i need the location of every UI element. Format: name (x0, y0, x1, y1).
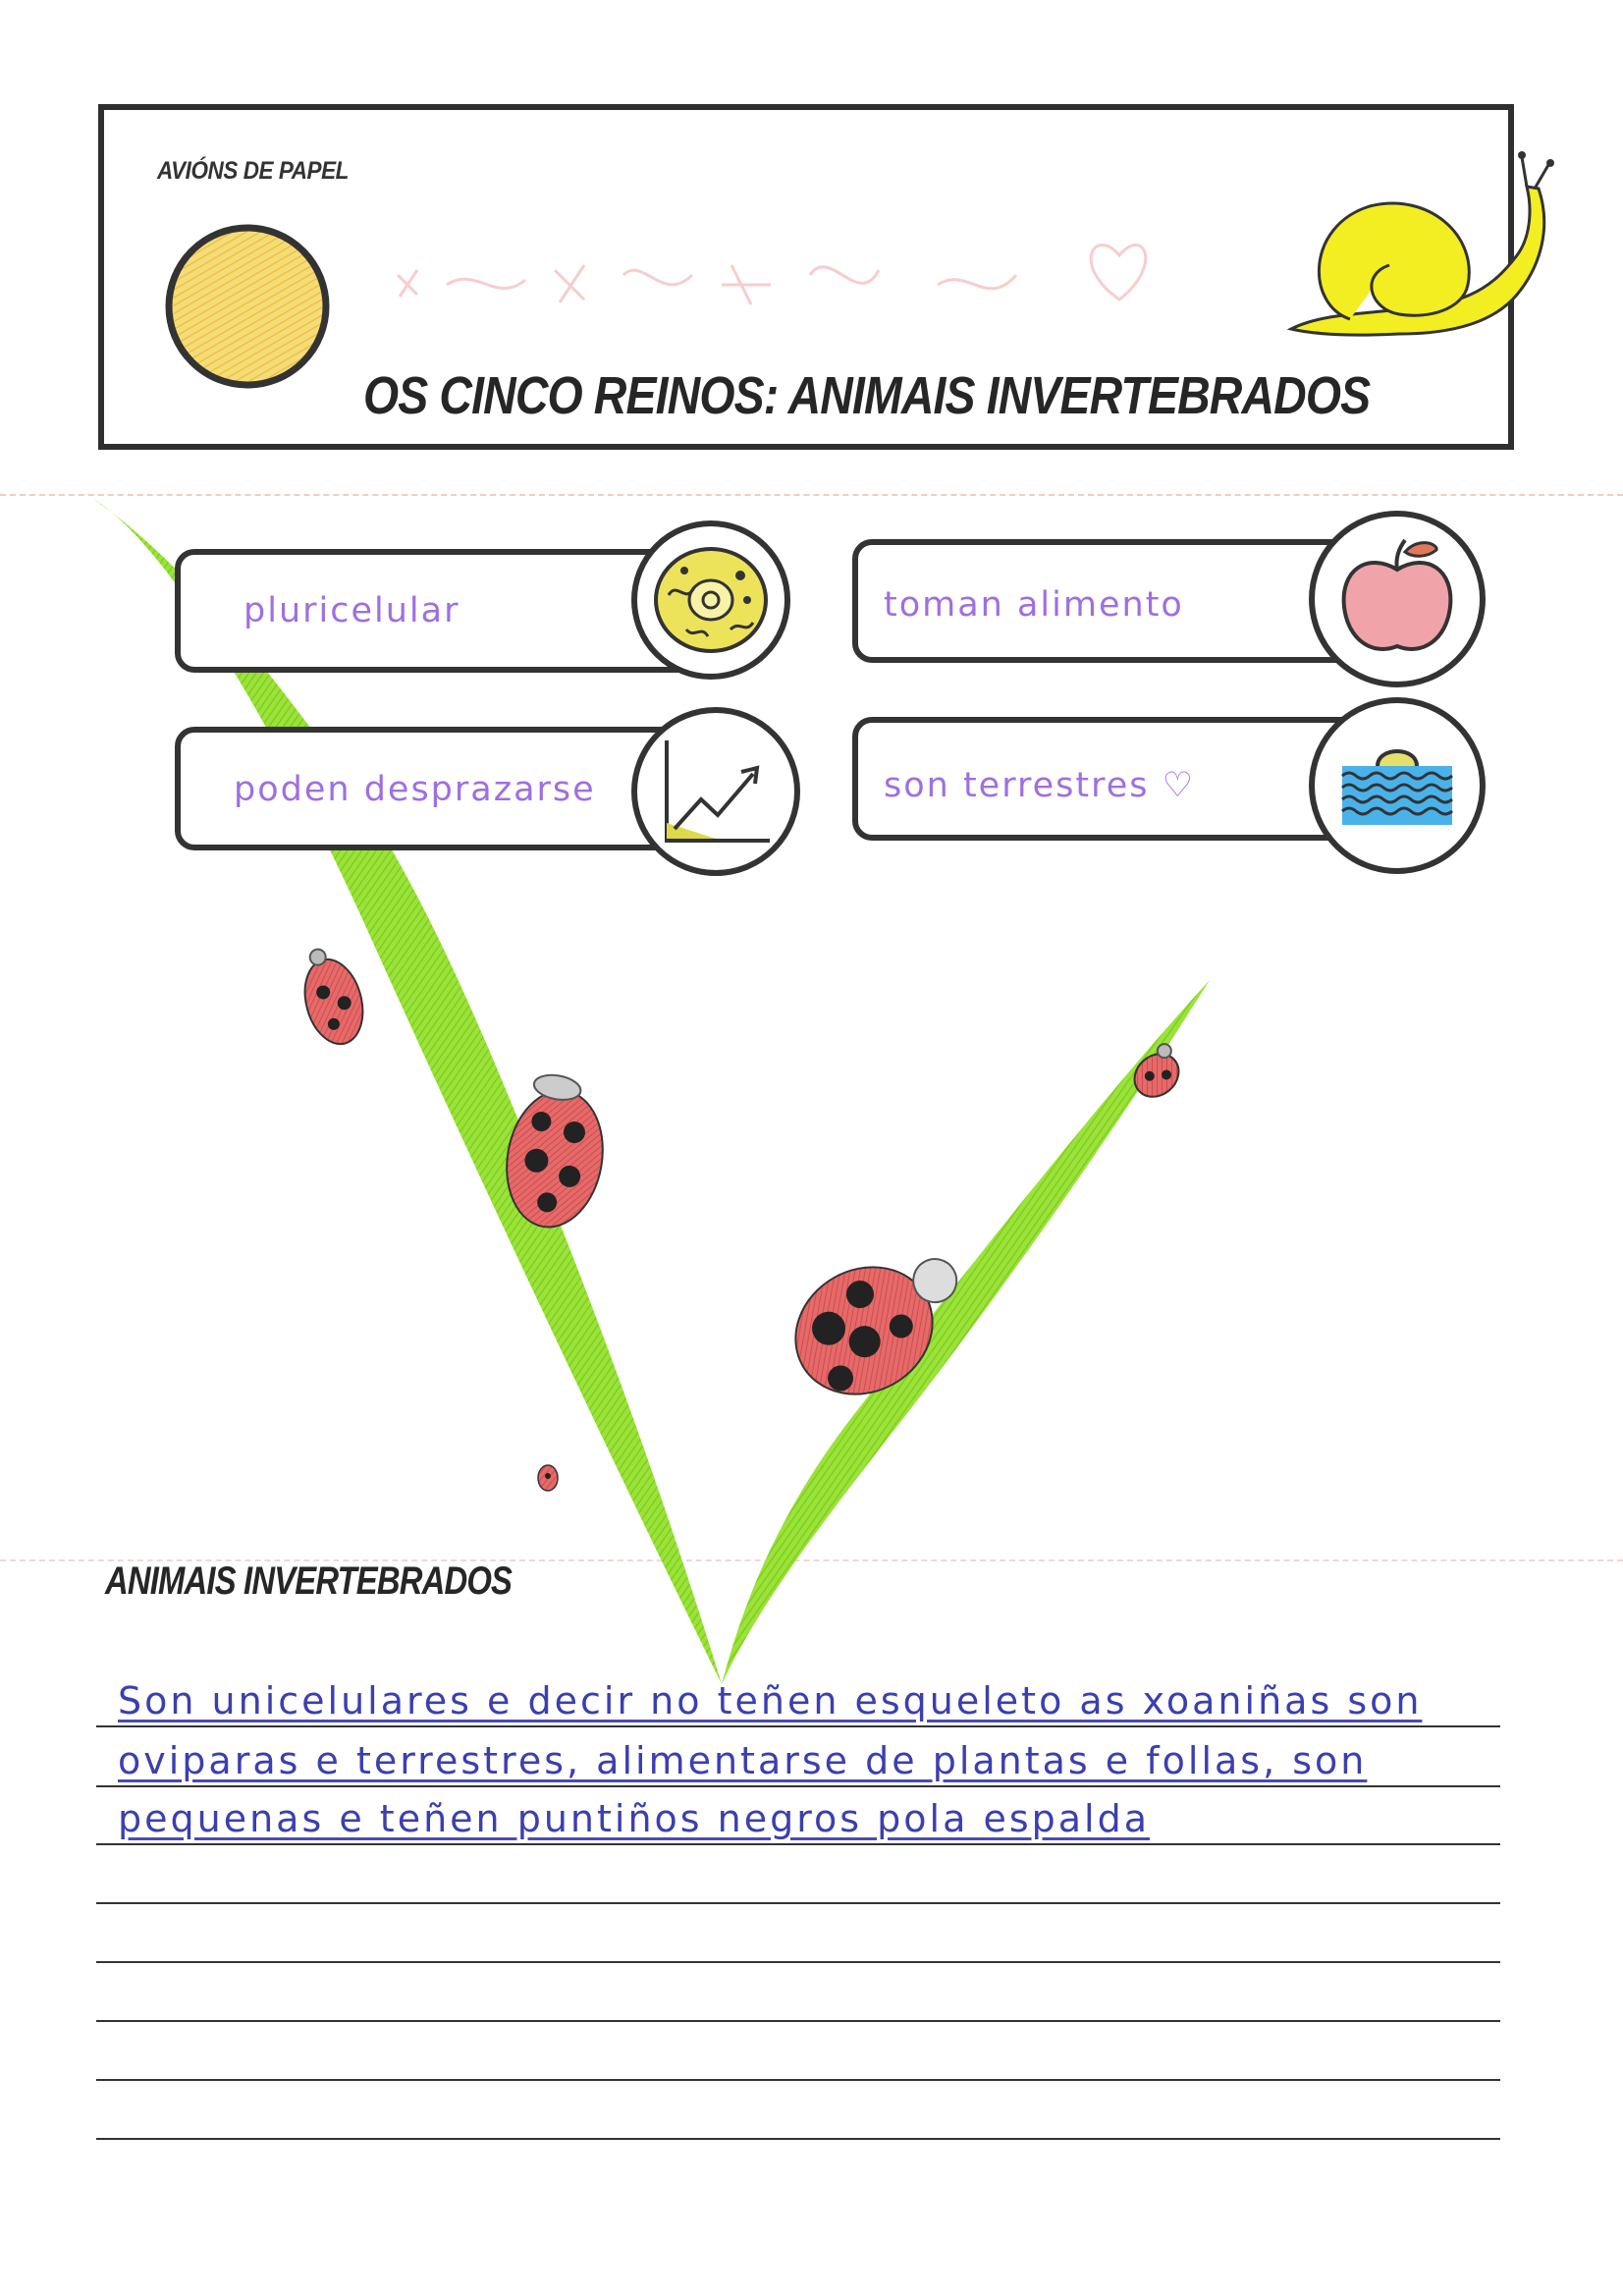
ruled-line (96, 1785, 1500, 1787)
card-pluricelular-text: pluricelular (243, 591, 460, 630)
handwritten-line: Son unicelulares e decir no teñen esqueleto as xoaniñas son (118, 1679, 1423, 1722)
growth-chart-icon-circle (631, 707, 800, 876)
growth-chart-icon (657, 733, 775, 850)
apple-icon-circle (1309, 511, 1486, 687)
section-title: ANIMAIS INVERTEBRADOS (105, 1559, 513, 1603)
card-toman-alimento-text: toman alimento (884, 585, 1184, 625)
ruled-line (96, 2079, 1500, 2081)
ruled-line (96, 1725, 1500, 1727)
ladybug-small-left (293, 942, 371, 1051)
snail-icon (1281, 147, 1566, 344)
water-waves-icon-circle (1309, 697, 1486, 874)
ruled-line (96, 1843, 1500, 1845)
grass-blade-left (93, 499, 722, 1684)
water-waves-icon (1328, 717, 1466, 854)
ruled-line (96, 2138, 1500, 2140)
page-title: OS CINCO REINOS: ANIMAIS INVERTEBRADOS (363, 366, 1371, 425)
ruled-line (96, 1961, 1500, 1963)
erased-scribble (388, 216, 1173, 334)
handwritten-line: oviparas e terrestres, alimentarse de plantas e follas, son (118, 1739, 1368, 1782)
ladybug-small-right (1125, 1041, 1191, 1105)
cell-icon-circle (631, 520, 790, 680)
apple-icon (1328, 530, 1466, 668)
yellow-circle-icon (159, 218, 336, 395)
ruled-line (96, 1902, 1500, 1904)
brand-logo: AVIÓNS DE PAPEL (157, 157, 349, 185)
card-poden-desprazarse-text: poden desprazarse (234, 770, 596, 809)
card-son-terrestres-text: son terrestres ♡ (884, 766, 1195, 805)
cell-icon (647, 536, 775, 664)
ruled-line (96, 2020, 1500, 2022)
ladybug-tiny (538, 1465, 558, 1491)
handwritten-line: pequenas e teñen puntiños negros pola espalda (118, 1797, 1150, 1840)
